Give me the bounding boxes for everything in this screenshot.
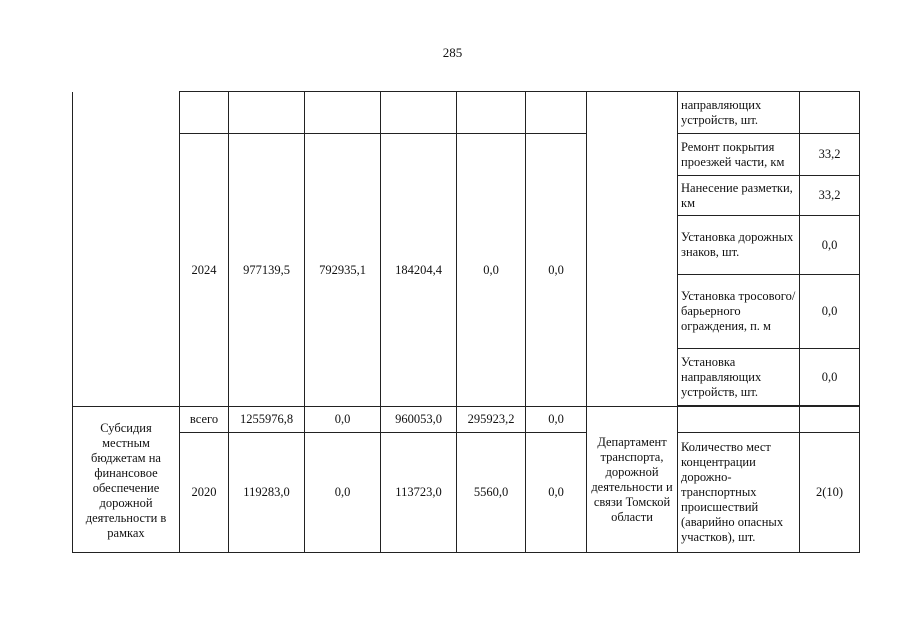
value-cell: 113723,0 <box>381 433 457 553</box>
value-cell: 0,0 <box>305 407 381 433</box>
indicator-name: Нанесение разметки, км <box>678 176 800 216</box>
executor-cell: Департамент транспорта, дорожной деятельности и связи Томской области <box>587 407 678 553</box>
value-cell: 792935,1 <box>305 134 381 407</box>
budget-table <box>72 91 860 553</box>
value-cell: 119283,0 <box>229 433 305 553</box>
value-cell: 0,0 <box>526 407 587 433</box>
indicator-name: Ремонт покрытия проезжей части, км <box>678 134 800 176</box>
executor-cell-empty <box>587 92 678 407</box>
year-cell: 2020 <box>180 433 229 553</box>
value-cell: 0,0 <box>457 134 526 407</box>
indicator-value: 0,0 <box>800 349 860 406</box>
total-label: всего <box>180 407 229 433</box>
indicator-value <box>800 92 860 134</box>
value-cell: 960053,0 <box>381 407 457 433</box>
indicator-name: направляющих устройств, шт. <box>678 92 800 134</box>
measure-cell: Субсидия местным бюджетам на финансовое обеспечение дорожной деятельности в рамках <box>73 407 180 553</box>
indicator-name: Установка тросового/ барьерного ограждения, п. м <box>678 275 800 349</box>
indicator-name: Установка направляющих устройств, шт. <box>678 349 800 406</box>
table-row <box>73 134 860 176</box>
indicator-value: 2(10) <box>800 433 860 553</box>
year-cell-empty <box>180 92 229 134</box>
table-row <box>73 433 860 553</box>
indicator-value: 0,0 <box>800 216 860 275</box>
value-cell: 977139,5 <box>229 134 305 407</box>
value-cell: 184204,4 <box>381 134 457 407</box>
value-cell: 0,0 <box>305 433 381 553</box>
value-cell: 0,0 <box>526 433 587 553</box>
indicator-value: 0,0 <box>800 275 860 349</box>
value-cell: 5560,0 <box>457 433 526 553</box>
value-cell: 0,0 <box>526 134 587 407</box>
value-cell: 295923,2 <box>457 407 526 433</box>
value-cell: 1255976,8 <box>229 407 305 433</box>
measure-cell-empty <box>73 92 180 407</box>
year-cell: 2024 <box>180 134 229 407</box>
table-row <box>73 407 860 433</box>
indicator-value: 33,2 <box>800 134 860 176</box>
indicator-name: Установка дорожных знаков, шт. <box>678 216 800 275</box>
indicator-name: Количество мест концентрации дорожно-транспортных происшествий (аварийно опасных участков), шт. <box>678 433 800 553</box>
page-number: 285 <box>442 45 463 60</box>
table-row <box>73 92 860 134</box>
indicator-value: 33,2 <box>800 176 860 216</box>
